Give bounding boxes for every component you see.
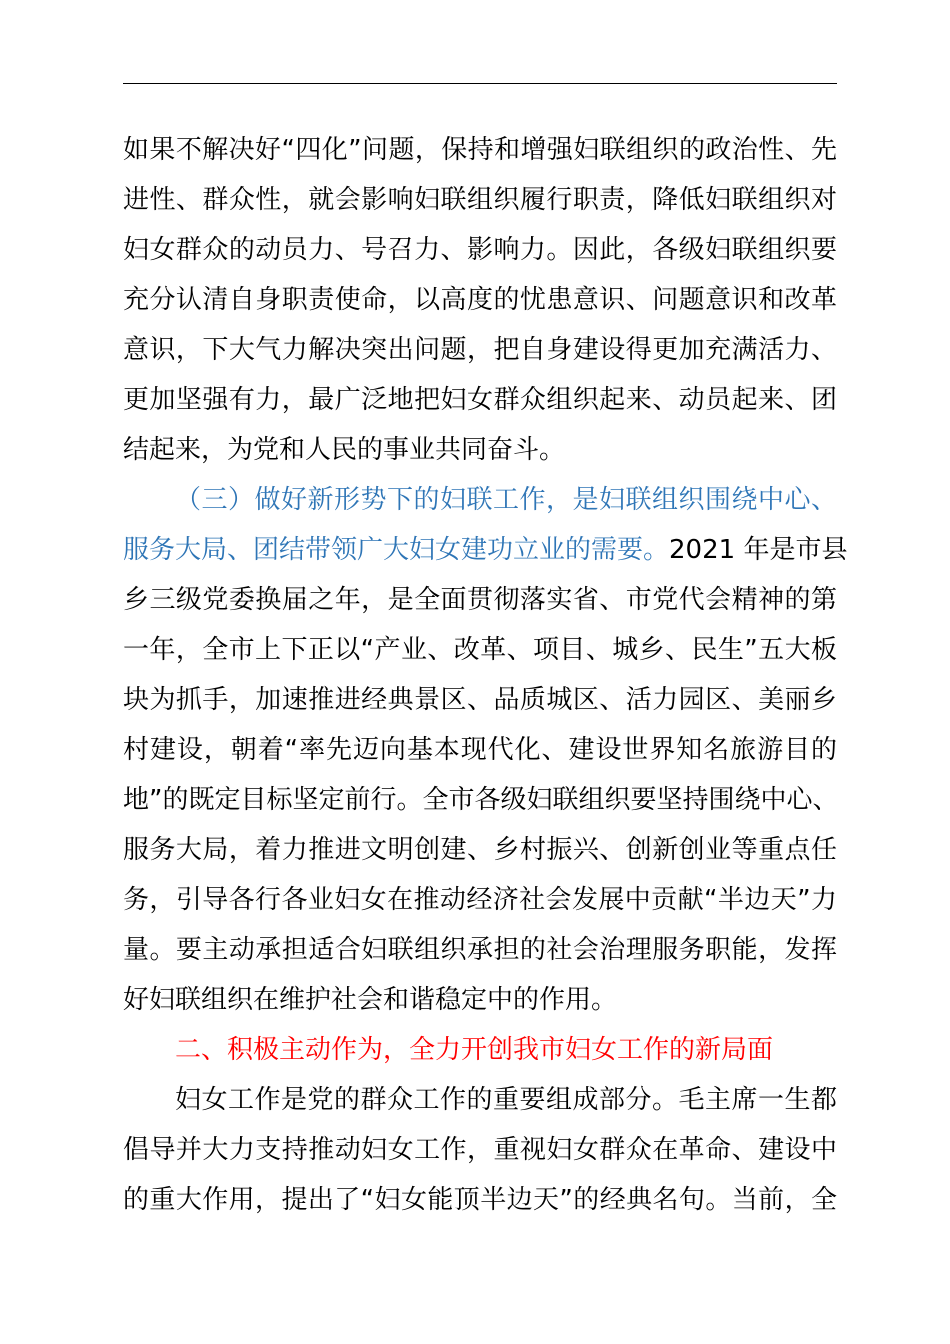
header-rule — [123, 83, 837, 84]
text-line: 量。要主动承担适合妇联组织承担的社会治理服务职能，发挥 — [123, 935, 837, 965]
text-line: 充分认清自身职责使命，以高度的忧患意识、问题意识和改革 — [123, 285, 837, 315]
text-line: 结起来，为党和人民的事业共同奋斗。 — [123, 435, 566, 465]
text-line: 村建设，朝着“率先迈向基本现代化、建设世界知名旅游目的 — [123, 735, 837, 765]
subheading-tail: 服务大局、团结带领广大妇女建功立业的需要。 — [123, 535, 670, 565]
text-line: 妇女工作是党的群众工作的重要组成部分。毛主席一生都 — [175, 1085, 837, 1115]
text-line: 妇女群众的动员力、号召力、影响力。因此，各级妇联组织要 — [123, 235, 837, 265]
text-line: 的重大作用，提出了“妇女能顶半边天”的经典名句。当前，全 — [123, 1185, 837, 1215]
paragraph-3 — [123, 1075, 837, 1225]
text-line: 服务大局，着力推进文明创建、乡村振兴、创新创业等重点任 — [123, 835, 837, 865]
text-line: 好妇联组织在维护社会和谐稳定中的作用。 — [123, 985, 618, 1015]
text-line: 意识，下大气力解决突出问题，把自身建设得更加充满活力、 — [123, 335, 837, 365]
text-line: 如果不解决好“四化”问题，保持和增强妇联组织的政治性、先 — [123, 135, 837, 165]
text-line: 进性、群众性，就会影响妇联组织履行职责，降低妇联组织对 — [123, 185, 837, 215]
paragraph-2 — [123, 475, 848, 1025]
mixed-line — [123, 525, 848, 575]
text-line: 地”的既定目标坚定前行。全市各级妇联组织要坚持围绕中心、 — [123, 785, 839, 815]
text-line: 乡三级党委换届之年，是全面贯彻落实省、市党代会精神的第 — [123, 585, 837, 615]
text-line: 更加坚强有力，最广泛地把妇女群众组织起来、动员起来、团 — [123, 385, 837, 415]
text-line: 务，引导各行各业妇女在推动经济社会发展中贡献“半边天”力 — [123, 885, 837, 915]
paragraph-1 — [123, 125, 837, 475]
text-line: 块为抓手，加速推进经典景区、品质城区、活力园区、美丽乡 — [123, 685, 837, 715]
subheading-line: （三）做好新形势下的妇联工作，是妇联组织围绕中心、 — [175, 485, 837, 515]
document-body — [123, 125, 848, 1225]
text-line: 倡导并大力支持推动妇女工作，重视妇女群众在革命、建设中 — [123, 1135, 837, 1165]
text-line: 一年，全市上下正以“产业、改革、项目、城乡、民生”五大板 — [123, 635, 837, 665]
section-heading: 二、积极主动作为，全力开创我市妇女工作的新局面 — [175, 1035, 774, 1065]
text-span: 2021 年是市县 — [669, 535, 848, 565]
